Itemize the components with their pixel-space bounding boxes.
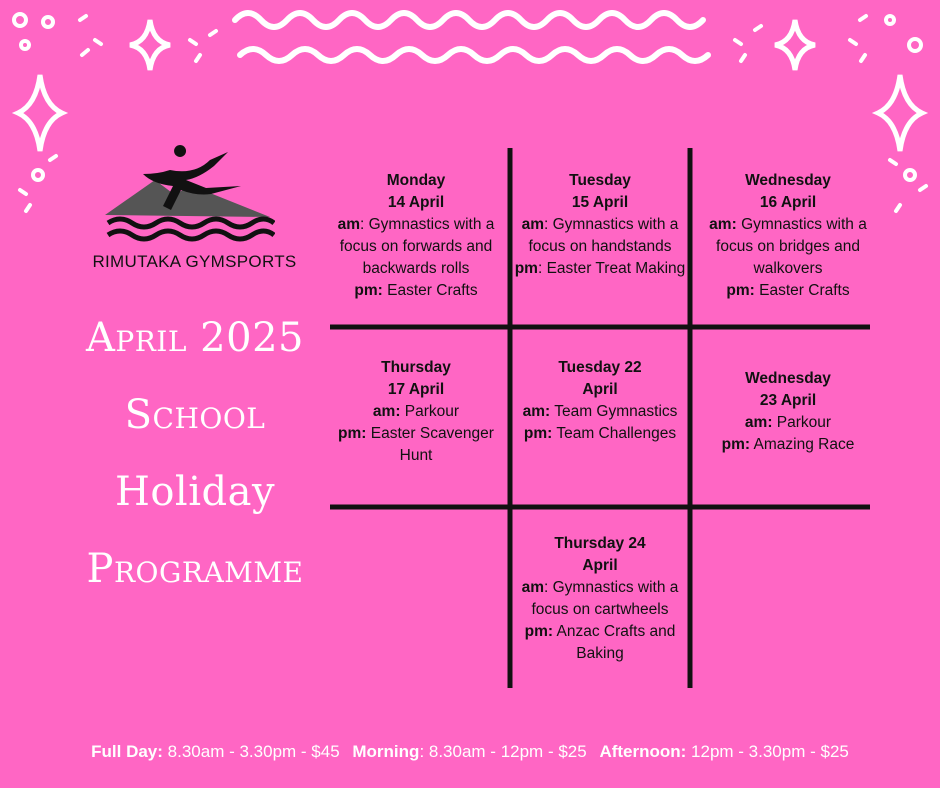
pricing-label: Morning [352,742,420,761]
am-activity: Gymnastics with a focus on cartwheels [531,579,679,618]
cell-day: Wednesday [745,370,831,387]
pm-label: pm [514,260,538,277]
am-label: am [337,216,360,233]
pm-label: pm [524,623,548,640]
title-line-2: School [124,392,266,438]
am-label: am [522,403,546,420]
am-activity: Gymnastics with a focus on forwards and backwards rolls [339,216,495,277]
title-line-4: Programme [86,546,304,592]
pricing-full-day [91,742,340,761]
cell-date: 15 April [571,194,629,211]
pricing-label: Full Day: [91,742,163,761]
cell-day: Monday [386,172,446,189]
schedule-cell-thu-24: Thursday 24 April am: Gymnastics with a focus on cartwheels pm: Anzac Crafts and Baking [511,533,689,665]
am-activity: Parkour [404,403,460,420]
pricing-value: 8.30am - 3.30pm - $45 [167,742,340,761]
am-label: am [744,414,768,431]
pm-activity: Easter Crafts [759,282,850,299]
pm-label: pm [338,425,362,442]
am-activity: Gymnastics with a focus on handstands [528,216,679,255]
pm-label: pm [726,282,750,299]
am-label: am [521,216,544,233]
pm-activity: Easter Scavenger Hunt [370,425,494,464]
pm-activity: Easter Treat Making [546,260,686,277]
am-label: am [521,579,544,596]
pm-activity: Team Challenges [556,425,677,442]
pm-activity: Amazing Race [753,436,855,453]
am-label: am [372,403,396,420]
cell-date: 23 April [759,392,817,409]
pm-label: pm [354,282,378,299]
pricing-morning [352,742,586,761]
cell-day: Tuesday 22 [558,359,642,376]
cell-day: Tuesday [569,172,631,189]
schedule-cell-mon-14: Monday 14 April am: Gymnastics with a focus on forwards and backwards rolls pm: Easter Crafts [327,170,505,302]
cell-day: Wednesday [745,172,831,189]
pricing-afternoon [599,742,848,761]
pricing-footer [0,742,940,762]
pricing-value: 12pm - 3.30pm - $25 [691,742,849,761]
cell-date: 17 April [387,381,445,398]
am-activity: Gymnastics with a focus on bridges and walkovers [716,216,867,277]
title-line-1: April 2025 [86,315,304,361]
pm-label: pm [721,436,745,453]
am-label: am [709,216,732,233]
pricing-value: : 8.30am - 12pm - $25 [419,742,587,761]
schedule-cell-wed-16: Wednesday 16 April am: Gymnastics with a focus on bridges and walkovers pm: Easter Crafts [699,170,877,302]
schedule-cell-wed-23: Wednesday 23 April am: Parkour pm: Amazing Race [699,368,877,456]
cell-date: April [582,557,618,574]
organization-name: RIMUTAKA GYMSPORTS [92,252,297,271]
am-activity: Team Gymnastics [554,403,678,420]
cell-day: Thursday 24 [554,535,646,552]
pm-label: pm [523,425,548,442]
schedule-cell-thu-17: Thursday 17 April am: Parkour pm: Easter Scavenger Hunt [327,357,505,467]
pricing-label: Afternoon: [599,742,687,761]
cell-date: 14 April [387,194,445,211]
cell-date: April [582,381,618,398]
schedule-cell-tue-22: Tuesday 22 April am: Team Gymnastics pm: Team Challenges [511,357,689,445]
pm-activity: Anzac Crafts and Baking [556,623,676,662]
am-activity: Parkour [776,414,832,431]
pm-activity: Easter Crafts [387,282,478,299]
schedule-cell-tue-15: Tuesday 15 April am: Gymnastics with a focus on handstands pm: Easter Treat Making [511,170,689,280]
cell-date: 16 April [759,194,817,211]
cell-day: Thursday [381,359,451,376]
title-line-3: Holiday [114,469,276,515]
